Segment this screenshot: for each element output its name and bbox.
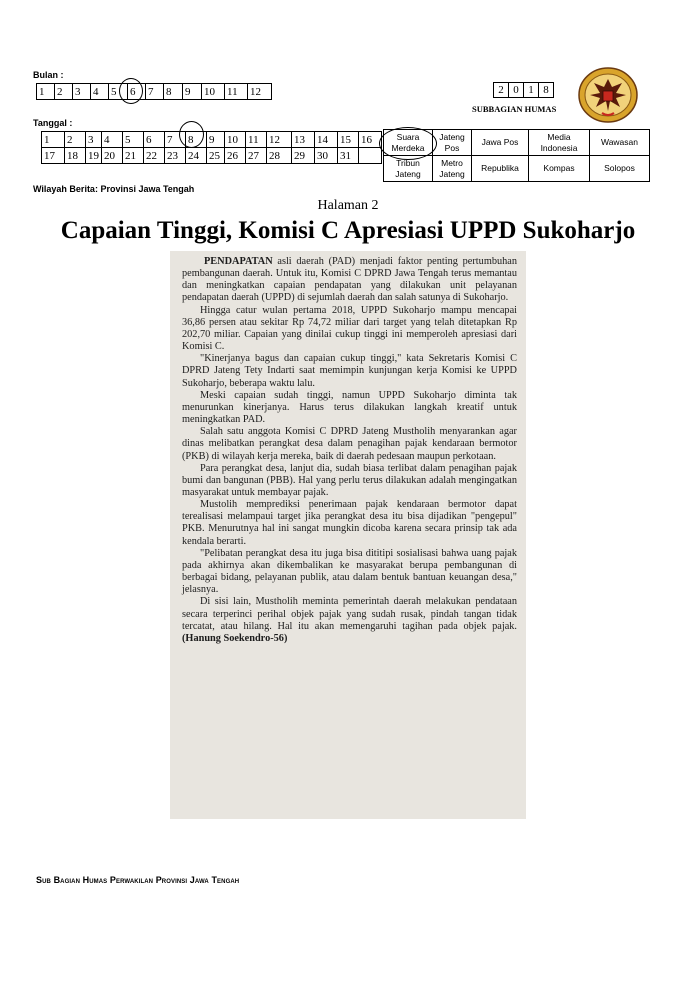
lead-word: PENDAPATAN [204, 256, 273, 267]
grid-cell: 14 [315, 132, 338, 148]
grid-cell: 21 [123, 148, 144, 164]
article-paragraph: Mustolih memprediksi penerimaan pajak kendaraan bermotor dapat terealisasi melampaui target jika perangkat desa itu bisa dijadikan "pengepul" PKB. Menurutnya hal ini sangat mungkin dicoba karena secara prinsip tak ada kendala berarti. [182, 499, 517, 547]
grid-cell: 20 [102, 148, 123, 164]
grid-cell: 11 [225, 84, 248, 100]
grid-cell [359, 148, 382, 164]
page-number: Halaman 2 [317, 198, 379, 213]
department-name: SUBBAGIAN HUMAS [472, 104, 557, 114]
article-paragraph: "Kinerjanya bagus dan capaian cukup tinggi," kata Sekretaris Komisi C DPRD Jateng Tety Indarti saat memimpin kunjungan kerja Komisi ke UPPD Sukoharjo, beberapa waktu lalu. [182, 353, 517, 389]
grid-cell: 9 [183, 84, 202, 100]
selected-media-circle [379, 127, 437, 160]
year-digit: 0 [509, 83, 524, 98]
grid-cell: 18 [65, 148, 86, 164]
grid-cell: 25 [207, 148, 225, 164]
grid-cell: 5 [123, 132, 144, 148]
grid-cell: 12 [267, 132, 292, 148]
article-paragraph: Salah satu anggota Komisi C DPRD Jateng Mustholih menyarankan agar dinas melibatkan perangkat desa dalam penagihan pajak kendaraan bermotor (PKB) di wilayah kerja mereka, baik di daerah pedesaan maupun perkotaan. [182, 426, 517, 462]
article-paragraph [182, 596, 517, 645]
grid-cell: 6 [144, 132, 165, 148]
grid-cell: 15 [338, 132, 359, 148]
grid-cell: 8 [164, 84, 183, 100]
lead-text: asli daerah (PAD) menjadi faktor penting pertumbuhan pembangunan daerah. Untuk itu, Komisi C DPRD Jawa Tengah terus memantau dan meningkatkan capaian pendapatan yang dilakukan unit pelayanan pendapatan daerah (UPPD) di sejumlah daerah dan salah satunya di Sukoharjo. [182, 256, 517, 304]
media-cell: Kompas [529, 156, 590, 182]
grid-cell: 2 [55, 84, 73, 100]
grid-cell: 8 [186, 132, 207, 148]
media-cell: Jawa Pos [472, 130, 529, 156]
media-cell: Suara Merdeka [384, 130, 433, 156]
grid-cell: 10 [225, 132, 246, 148]
bulan-label: Bulan : [33, 70, 64, 80]
wilayah-berita: Wilayah Berita: Provinsi Jawa Tengah [33, 184, 195, 194]
media-cell: Tribun Jateng [384, 156, 433, 182]
byline: (Hanung Soekendro-56) [182, 632, 288, 644]
grid-cell: 3 [86, 132, 102, 148]
date-grid [41, 131, 382, 164]
tanggal-label: Tanggal : [33, 118, 73, 128]
grid-cell: 12 [248, 84, 272, 100]
grid-cell: 4 [102, 132, 123, 148]
media-cell: Solopos [590, 156, 650, 182]
media-cell: Metro Jateng [433, 156, 472, 182]
selected-month-circle [119, 78, 143, 104]
month-grid [36, 83, 272, 100]
selected-date-circle [179, 121, 204, 148]
grid-cell: 19 [86, 148, 102, 164]
grid-cell: 1 [42, 132, 65, 148]
grid-cell: 31 [338, 148, 359, 164]
grid-cell: 27 [246, 148, 267, 164]
grid-cell: 2 [65, 132, 86, 148]
article-clipping [170, 251, 526, 819]
media-cell: Wawasan [590, 130, 650, 156]
lead-paragraph [182, 256, 517, 305]
grid-cell: 1 [37, 84, 55, 100]
article-paragraph: Hingga catur wulan pertama 2018, UPPD Sukoharjo mampu mencapai 36,86 persen atau sekitar Rp 74,72 miliar dari target yang telah ditetapkan Rp 202,70 miliar. Capaian yang dinilai cukup tinggi ini memperoleh apresiasi dari Komisi C. [182, 304, 517, 353]
grid-cell: 17 [42, 148, 65, 164]
grid-cell: 24 [186, 148, 207, 164]
grid-cell: 5 [109, 84, 128, 100]
grid-cell: 26 [225, 148, 246, 164]
footer-text: Sub Bagian Humas Perwakilan Provinsi Jawa Tengah [36, 875, 240, 885]
grid-cell: 30 [315, 148, 338, 164]
year-digit: 1 [524, 83, 539, 98]
article-title: Capaian Tinggi, Komisi C Apresiasi UPPD Sukoharjo [60, 217, 636, 244]
article-paragraph-text: Di sisi lain, Mustholih meminta pemerintah daerah melakukan pendataan secara terperinci perihal objek pajak yang sudah rusak, pindah tangan tidak tercatat, atau hilang. Hal itu akan memengaruhi tagihan pada objek pajak. [182, 596, 517, 632]
media-cell: Republika [472, 156, 529, 182]
grid-cell: 22 [144, 148, 165, 164]
grid-cell: 7 [165, 132, 186, 148]
year-digit: 2 [494, 83, 509, 98]
grid-cell: 3 [73, 84, 91, 100]
garuda-emblem-icon [578, 67, 638, 123]
grid-cell: 29 [292, 148, 315, 164]
grid-cell: 10 [202, 84, 225, 100]
grid-cell: 6 [128, 84, 146, 100]
grid-cell: 4 [91, 84, 109, 100]
media-cell: Media Indonesia [529, 130, 590, 156]
grid-cell: 23 [165, 148, 186, 164]
grid-cell: 7 [146, 84, 164, 100]
grid-cell: 13 [292, 132, 315, 148]
year-digit: 8 [539, 83, 554, 98]
grid-cell: 16 [359, 132, 382, 148]
article-paragraph: Para perangkat desa, lanjut dia, sudah biasa terlibat dalam penagihan pajak bumi dan bangunan (PBB). Hal yang perlu terus dilakukan adalah mengingatkan masyarakat untuk membayar pajak. [182, 462, 517, 498]
grid-cell: 28 [267, 148, 292, 164]
grid-cell: 9 [207, 132, 225, 148]
year-box [493, 82, 554, 98]
grid-cell: 11 [246, 132, 267, 148]
article-paragraph: Meski capaian sudah tinggi, namun UPPD Sukoharjo diminta tak menurunkan kinerjanya. Harus terus dilakukan langkah kreatif untuk meningkatkan PAD. [182, 389, 517, 426]
media-cell: Jateng Pos [433, 130, 472, 156]
article-paragraph: "Pelibatan perangkat desa itu juga bisa dititipi sosialisasi bahwa uang pajak pada akhirnya akan dikembalikan ke masyarakat berupa pembangunan di berbagai bidang, pelayanan publik, atau dalam bentuk bantuan keuangan desa," jelasnya. [182, 547, 517, 596]
